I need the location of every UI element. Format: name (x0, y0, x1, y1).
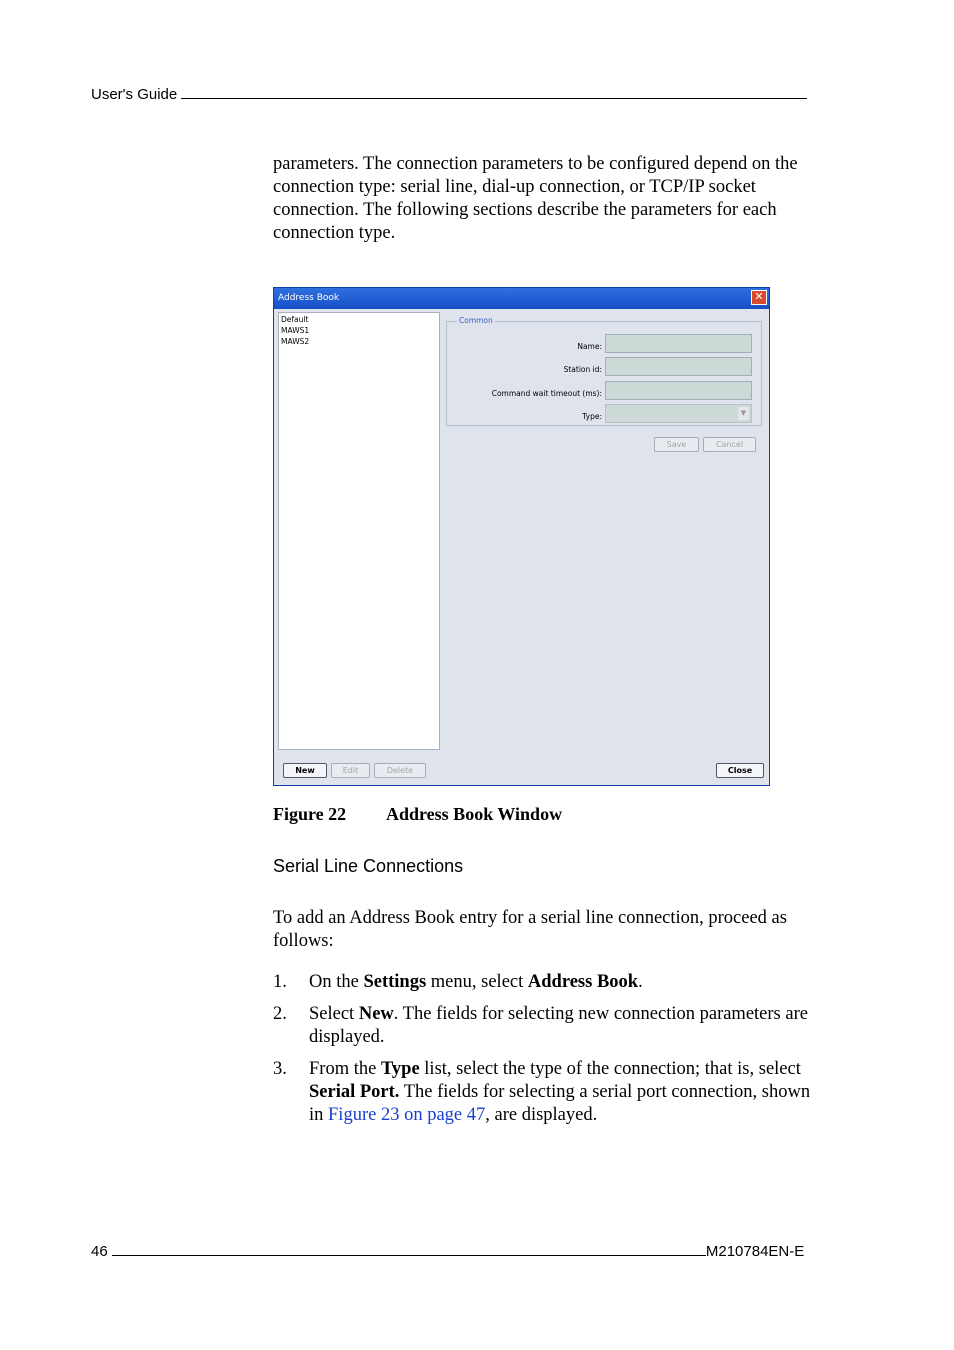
delete-button[interactable]: Delete (374, 763, 426, 778)
edit-button[interactable]: Edit (331, 763, 370, 778)
common-group (446, 316, 762, 426)
step-text: Select New. The fields for selecting new connection parameters are displayed. (309, 1004, 808, 1047)
station-id-field[interactable] (605, 357, 752, 376)
cancel-button[interactable]: Cancel (703, 437, 756, 452)
station-id-label: Station id: (563, 365, 602, 374)
name-label: Name: (577, 342, 602, 351)
address-book-window (273, 287, 770, 786)
list-item[interactable]: MAWS1 (281, 326, 310, 335)
new-button[interactable]: New (283, 763, 327, 778)
timeout-label: Command wait timeout (ms): (491, 389, 602, 398)
address-list[interactable] (278, 312, 440, 750)
list-item[interactable]: MAWS2 (281, 337, 310, 346)
page-number: 46 (91, 1243, 108, 1260)
step-number: 2. (273, 1004, 287, 1024)
close-icon[interactable]: ✕ (751, 290, 767, 305)
figure-label: Figure 22 (273, 804, 347, 824)
window-titlebar (274, 288, 769, 309)
figure-title: Address Book Window (386, 804, 563, 824)
section-heading: Serial Line Connections (273, 856, 464, 876)
timeout-field[interactable] (605, 381, 752, 400)
header-title: User's Guide (91, 86, 178, 103)
header-rule (181, 86, 807, 99)
type-select[interactable] (605, 404, 752, 423)
doc-id: M210784EN-E (705, 1243, 805, 1260)
figure-caption (273, 804, 563, 825)
list-item[interactable]: Default (281, 315, 309, 324)
intro-paragraph: parameters. The connection parameters to be configured depend on the connection type: serial line, dial-up connection, or TCP/IP socket connection. The following sections describe the parameters for each connection type. (273, 154, 798, 243)
chevron-down-icon[interactable]: ▼ (738, 407, 749, 420)
name-field[interactable] (605, 334, 752, 353)
save-button[interactable]: Save (654, 437, 699, 452)
window-title: Address Book (278, 293, 340, 303)
step-text: From the Type list, select the type of the connection; that is, select Serial Port. The fields for selecting a serial port connection, shown in Figure 23 on page 47, are displayed. (309, 1059, 811, 1125)
close-button[interactable]: Close (716, 763, 764, 778)
type-label: Type: (582, 412, 602, 421)
figure-link[interactable]: Figure 23 on page 47 (328, 1105, 486, 1125)
step-number: 1. (273, 972, 287, 992)
page-header (91, 86, 807, 103)
group-legend: Common (459, 316, 493, 325)
page-footer (91, 1243, 804, 1260)
step-text: On the Settings menu, select Address Book. (309, 972, 643, 992)
footer-rule (112, 1243, 706, 1256)
section-intro: To add an Address Book entry for a serial line connection, proceed as follows: (273, 908, 787, 951)
step-number: 3. (273, 1059, 287, 1079)
